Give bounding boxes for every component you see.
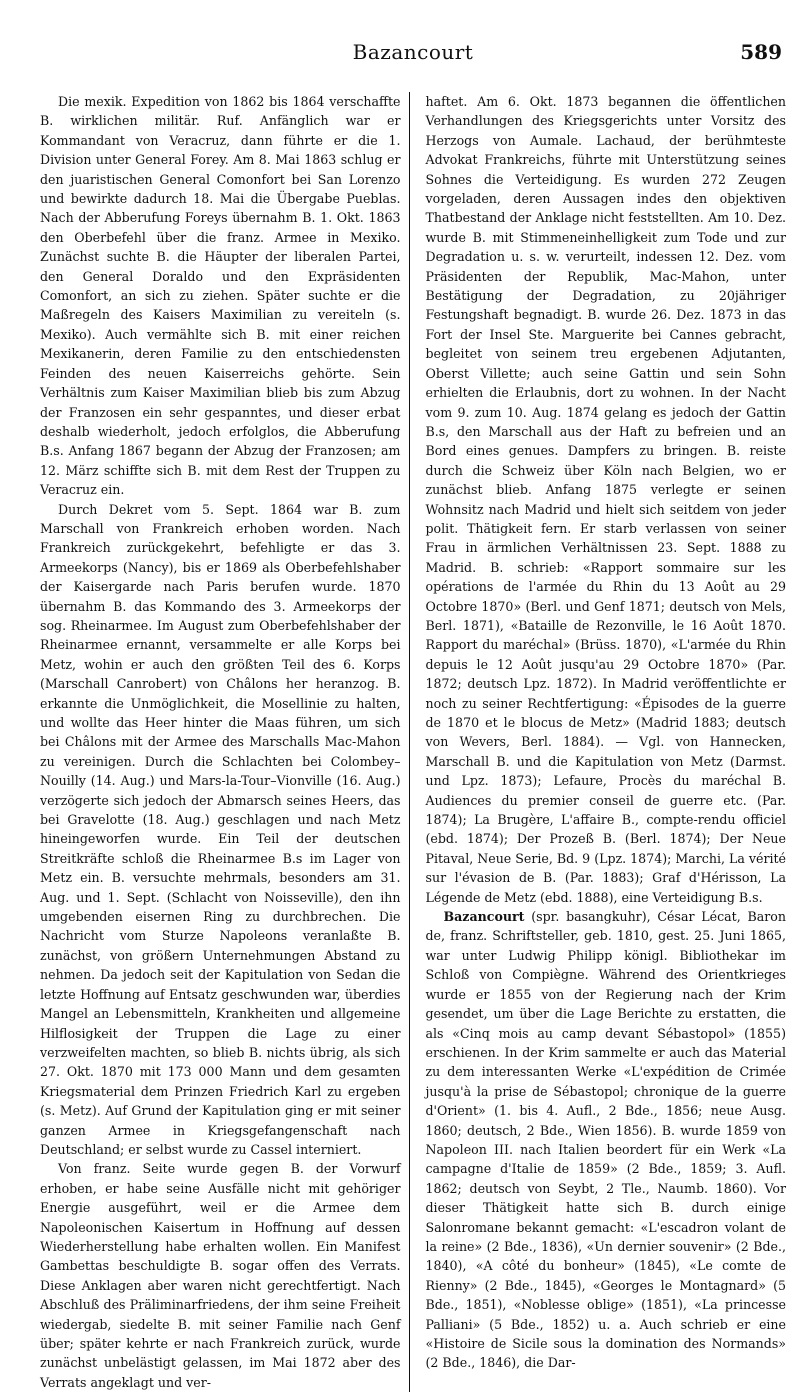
entry-bazancourt [426,907,787,1373]
paragraph-accusations: Von franz. Seite wurde gegen B. der Vorwurf erhoben, er habe seine Ausfälle nicht mit gehöriger Energie ausgeführt, weil er die Armee dem Napoleonischen Kaisertum in Hoffnung auf dessen Wiederherstellung habe erhalten wollen. Ein Manifest Gambettas beschuldigte B. sogar offen des Verrats. Diese Anklagen aber waren nicht gerechtfertigt. Nach Abschluß des Präliminarfriedens, der ihm seine Freiheit wiedergab, siedelte B. mit seiner Familie nach Genf über; später kehrte er nach Frankreich zurück, wurde zunächst unbelästigt gelassen, im Mai 1872 aber des Verrats angeklagt und ver- [40,1161,401,1390]
entry-body: (spr. basangkuhr), César Lécat, Baron de, franz. Schriftsteller, geb. 1810, gest. 25. Juni 1865, war unter Ludwig Philipp königl. Bibliothekar im Schloß von Compiègne. Während des Orientkrieges wurde er 1855 von der Regierung nach der Krim gesendet, um über die Lage Berichte zu erstatten, die als «Cinq mois au camp devant Sébastopol» (1855) erschienen. In der Krim sammelte er auch das Material zu dem interessanten Werke «L'expédition de Crimée jusqu'à la prise de Sébastopol; chronique de la guerre d'Orient» (1. bis 4. Aufl., 2 Bde., 1856; neue Ausg. 1860; deutsch, 2 Bde., Wien 1856). B. wurde 1859 von Napoleon III. nach Italien beordert für ein Werk «La campagne d'Italie de 1859» (2 Bde., 1859; 3. Aufl. 1862; deutsch von Seybt, 2 Tle., Naumb. 1860). Vor dieser Thätigkeit hatte sich B. durch einige Salonromane bekannt gemacht: «L'escadron volant de la reine» (2 Bde., 1836), «Un dernier souvenir» (2 Bde., 1840), «A côté du bonheur» (1845), «Le comte de Rienny» (2 Bde., 1845), «Georges le Montagnard» (5 Bde., 1851), «Noblesse oblige» (1851), «La princesse Palliani» (5 Bde., 1852) u. a. Auch schrieb er eine «Histoire de Sicile sous la domination des Normands» (2 Bde., 1846), die Dar- [425,909,786,1371]
left-column [40,92,410,1392]
page-number: 589 [740,40,782,64]
right-column [422,92,787,1373]
text-columns [40,92,786,1392]
paragraph-marshal-career: Durch Dekret vom 5. Sept. 1864 war B. zum Marschall von Frankreich erhoben worden. Nach Frankreich zurückgekehrt, befehligte er das 3. Armeekorps (Nancy), bis er 1869 als Oberbefehlshaber der Kaisergarde nach Paris berufen wurde. 1870 übernahm B. das Kommando des 3. Armeekorps der sog. Rheinarmee. Im August zum Oberbefehlshaber der Rheinarmee ernannt, versammelte er alle Korps bei Metz, wohin er auch den größten Teil des 6. Korps (Marschall Canrobert) von Châlons her heranzog. B. erkannte die Unmöglichkeit, die Mosellinie zu halten, und wollte das Heer hinter die Maas führen, um sich bei Châlons mit der Armee des Marschalls Mac-Mahon zu vereinigen. Durch die Schlachten bei Colombey–Nouilly (14. Aug.) und Mars-la-Tour–Vionville (16. Aug.) verzögerte sich jedoch der Abmarsch seines Heers, das bei Gravelotte (18. Aug.) geschlagen und nach Metz hineingeworfen wurde. Ein Teil der deutschen Streitkräfte schloß die Rheinarmee B.s im Lager von Metz ein. B. versuchte mehrmals, besonders am 31. Aug. und 1. Sept. (Schlacht von Noisseville), den ihn umgebenden eisernen Ring zu durchbrechen. Die Nachricht vom Sturze Napoleons veranlaßte B. zunächst, von größern Unternehmungen Abstand zu nehmen. Da jedoch seit der Kapitulation von Sedan die letzte Hoffnung auf Entsatz geschwunden war, überdies Mangel an Lebensmitteln, Krankheiten und allgemeine Hilflosigkeit der Truppen die Lage zu einer verzweifelten machten, so blieb B. nichts übrig, als sich 27. Okt. 1870 mit 173 000 Mann und dem gesamten Kriegsmaterial dem Prinzen Friedrich Karl zu ergeben (s. Metz). Auf Grund der Kapitulation ging er mit seiner ganzen Armee in Kriegsgefangenschaft nach Deutschland; er selbst wurde zu Cassel interniert. [40,501,401,1157]
paragraph-trial-and-exile: haftet. Am 6. Okt. 1873 begannen die öffentlichen Verhandlungen des Kriegsgerichts unter Vorsitz des Herzogs von Aumale. Lachaud, der berühmteste Advokat Frankreichs, führte mit Unterstützung seines Sohnes die Verteidigung. Es wurden 272 Zeugen vorgeladen, deren Aussagen indes den objektiven Thatbestand der Anklage nicht feststellten. Am 10. Dez. wurde B. mit Stimmeneinhelligkeit zum Tode und zur Degradation u. s. w. verurteilt, indessen 12. Dez. vom Präsidenten der Republik, Mac-Mahon, unter Bestätigung der Degradation, zu 20jähriger Festungshaft begnadigt. B. wurde 26. Dez. 1873 in das Fort der Insel Ste. Marguerite bei Cannes gebracht, begleitet von seinem treu ergebenen Adjutanten, Oberst Villette; auch seine Gattin und sein Sohn erhielten die Erlaubnis, dort zu wohnen. In der Nacht vom 9. zum 10. Aug. 1874 gelang es jedoch der Gattin B.s, den Marschall aus der Haft zu befreien und an Bord eines genues. Dampfers zu bringen. B. reiste durch die Schweiz über Köln nach Belgien, wo er zunächst blieb. Anfang 1875 verlegte er seinen Wohnsitz nach Madrid und hielt sich seitdem von jeder polit. Thätigkeit fern. Er starb verlassen von seiner Frau in ärmlichen Verhältnissen 23. Sept. 1888 zu Madrid. B. schrieb: «Rapport sommaire sur les opérations de l'armée du Rhin du 13 Août au 29 Octobre 1870» (Berl. und Genf 1871; deutsch von Mels, Berl. 1871), «Bataille de Rezonville, le 16 Août 1870. Rapport du maréchal» (Brüss. 1870), «L'armée du Rhin depuis le 12 Août jusqu'au 29 Octobre 1870» (Par. 1872; deutsch Lpz. 1872). In Madrid veröffentlichte er noch zu seiner Rechtfertigung: «Épisodes de la guerre de 1870 et le blocus de Metz» (Madrid 1883; deutsch von Wevers, Berl. 1884). — Vgl. von Hannecken, Marschall B. und die Kapitulation von Metz (Darmst. und Lpz. 1873); Lefaure, Procès du maréchal B. Audiences du premier conseil de guerre etc. (Par. 1874); La Brugère, L'affaire B., compte-rendu officiel (ebd. 1874); Der Prozeß B. (Berl. 1874); Der Neue Pitaval, Neue Serie, Bd. 9 (Lpz. 1874); Marchi, La vérité sur l'évasion de B. (Par. 1883); Graf d'Hérisson, La Légende de Metz (ebd. 1888), eine Verteidigung B.s. [425,94,787,905]
paragraph-mexican-expedition: Die mexik. Expedition von 1862 bis 1864 verschaffte B. wirklichen militär. Ruf. Anfänglich war er Kommandant von Veracruz, dann führte er die 1. Division unter General Forey. Am 8. Mai 1863 schlug er den juaristischen General Comonfort bei San Lorenzo und bewirkte dadurch 18. Mai die Übergabe Pueblas. Nach der Abberufung Foreys übernahm B. 1. Okt. 1863 den Oberbefehl über die franz. Armee in Mexiko. Zunächst suchte B. die Häupter der liberalen Partei, den General Doraldo und den Expräsidenten Comonfort, an sich zu ziehen. Später suchte er die Maßregeln des Kaisers Maximilian zu vereiteln (s. Mexiko). Auch vermählte sich B. mit einer reichen Mexikanerin, deren Familie zu den entschiedensten Feinden des neuen Kaiserreichs gehörte. Sein Verhältnis zum Kaiser Maximilian blieb bis zum Abzug der Franzosen ein sehr gespanntes, und dieser erbat deshalb wiederholt, jedoch erfolglos, die Abberufung B.s. Anfang 1867 begann der Abzug der Franzosen; am 12. März schiffte sich B. mit dem Rest der Truppen zu Veracruz ein. [40,94,401,498]
entry-headword: Bazancourt [443,909,525,925]
running-head: Bazancourt [352,40,474,64]
page-header [40,40,786,74]
